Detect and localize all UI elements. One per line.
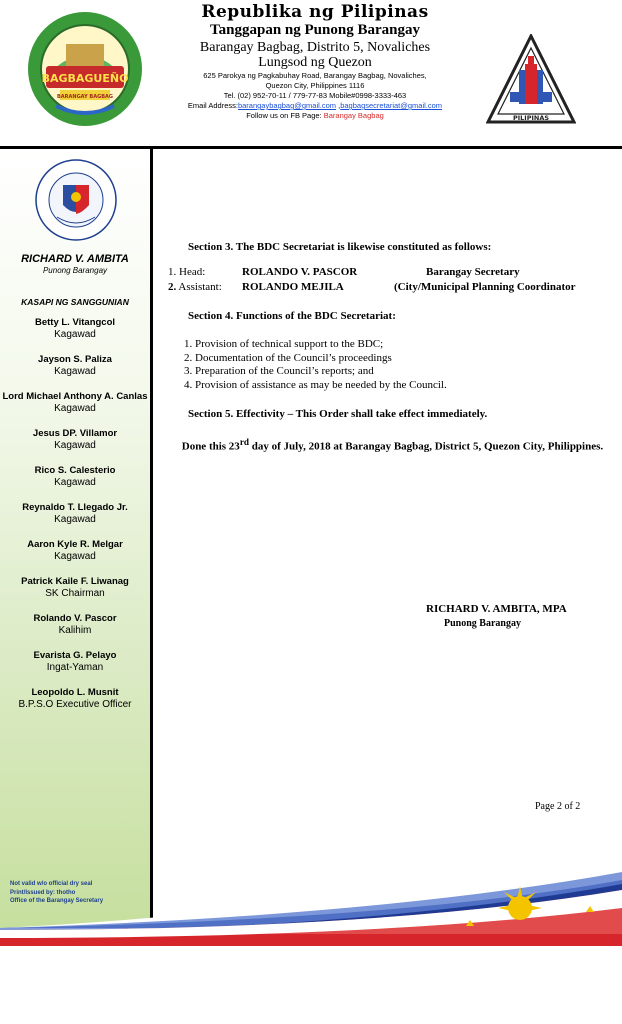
punong-barangay-name: RICHARD V. AMBITA [21,253,129,265]
office-line: Office of the Barangay Secretary [10,898,104,904]
member-name: Jesus DP. Villamor [32,428,118,439]
barangay-bagbag-logo [26,10,144,128]
member-role: Kagawad [54,551,96,562]
council-member [0,502,150,526]
member-role: Kagawad [54,477,96,488]
page-number: Page 2 of 2 [535,801,581,812]
facebook-line [150,111,480,121]
member-role: B.P.S.O Executive Officer [18,699,132,710]
council-member [0,687,150,711]
functions-list [184,338,447,392]
member-name: Betty L. Vitangcol [34,317,116,328]
section-4-heading: Section 4. Functions of the BDC Secretariat: [188,310,396,322]
office-title: Tanggapan ng Punong Barangay [210,22,420,38]
done-text-rest: day of July, 2018 at Barangay Bagbag, District 5, Quezon City, Philippines. [248,440,604,453]
facebook-label: Follow us on FB Page: [246,111,324,120]
council-member [0,428,150,452]
list-item: 3. Preparation of the Council’s reports; and [184,365,374,377]
member-name: Leopoldo L. Musnit [31,687,119,698]
quezon-city-seal [486,34,576,126]
member-role: Kagawad [54,366,96,377]
member-name: Lord Michael Anthony A. Canlas [2,391,148,402]
council-member [0,576,150,600]
member-name: Rico S. Calesterio [34,465,116,476]
list-item: 2. Documentation of the Council’s proceedings [184,351,392,364]
member-name: Patrick Kaile F. Liwanag [21,576,129,587]
address-line: 625 Parokya ng Pagkabuhay Road, Barangay Bagbag, Novaliches, [203,71,427,80]
member-role: Kagawad [54,329,96,340]
member-role: Kagawad [54,403,96,414]
telephone-line: Tel. (02) 952-70-11 / 779-77-83 Mobile#0998-3333-463 [223,91,407,100]
sidebar [0,149,150,929]
flag-banner [0,850,622,950]
council-member [0,317,150,341]
issued-by-line: Print/Issued by: thotho [10,889,76,896]
member-role: Kagawad [54,440,96,451]
section-5-heading: Section 5. Effectivity – This Order shall take effect immediately. [188,408,488,420]
assistant-person: ROLANDO MEJILA [242,281,344,293]
head-label: 1. Head: [168,266,206,278]
republic-title: Republika ng Pilipinas [201,2,429,22]
council-heading: KASAPI NG SANGGUNIAN [21,297,129,307]
council-member [0,465,150,489]
council-member [0,354,150,378]
member-role: Kagawad [54,514,96,525]
assistant-position: (City/Municipal Planning Coordinator [394,281,576,293]
signatory-name: RICHARD V. AMBITA, MPA [426,603,567,615]
council-list [0,253,150,724]
email-link-2[interactable]: bagbagsecretariat@gmail.com [340,101,443,110]
assistant-label-text: Assistant: [176,281,222,293]
council-member [0,613,150,637]
assistant-number: 2. [168,281,177,293]
address-line-2: Quezon City, Philippines 1116 [265,81,365,90]
done-paragraph [168,435,608,454]
done-ordinal: rd [239,437,249,447]
member-name: Evarista G. Pelayo [33,650,117,661]
svg-text:BAGBAGUEÑO: BAGBAGUEÑO [41,72,129,85]
council-member [0,650,150,674]
assistant-label [168,281,243,293]
city-line: Lungsod ng Quezon [258,55,372,70]
letterhead-text [150,2,480,121]
signatory-title: Punong Barangay [444,618,521,629]
member-role: Kalihim [58,625,92,636]
svg-text:BARANGAY BAGBAG: BARANGAY BAGBAG [56,94,114,100]
council-member [0,539,150,563]
head-position: Barangay Secretary [426,266,520,278]
council-member [0,391,150,415]
email-line [150,101,480,111]
email-label: Email Address: [187,101,238,110]
head-person: ROLANDO V. PASCOR [242,266,358,278]
member-name: Reynaldo T. Llegado Jr. [22,502,128,513]
svg-text:PILIPINAS: PILIPINAS [512,114,550,122]
punong-barangay-seal [35,159,117,241]
email-separator: , [336,101,341,110]
member-role: Ingat-Yaman [46,662,104,673]
barangay-line: Barangay Bagbag, Distrito 5, Novaliches [199,40,431,55]
sidebar-divider [150,149,153,921]
member-name: Aaron Kyle R. Melgar [27,539,123,550]
list-item: 1. Provision of technical support to the BDC; [184,338,384,350]
punong-barangay-title: Punong Barangay [42,266,108,275]
done-text: Done this 23 [181,440,240,453]
email-link-1[interactable]: barangaybagbag@gmail.com [237,101,337,110]
member-name: Rolando V. Pascor [33,613,117,624]
member-name: Jayson S. Paliza [38,354,112,365]
validity-note-line: Not valid w/o official dry seal [10,881,93,887]
letterhead [0,0,622,148]
member-role: SK Chairman [45,588,105,599]
list-item: 4. Provision of assistance as may be needed by the Council. [184,378,447,391]
section-3-heading: Section 3. The BDC Secretariat is likewise constituted as follows: [188,241,492,253]
facebook-page: Barangay Bagbag [323,111,384,120]
